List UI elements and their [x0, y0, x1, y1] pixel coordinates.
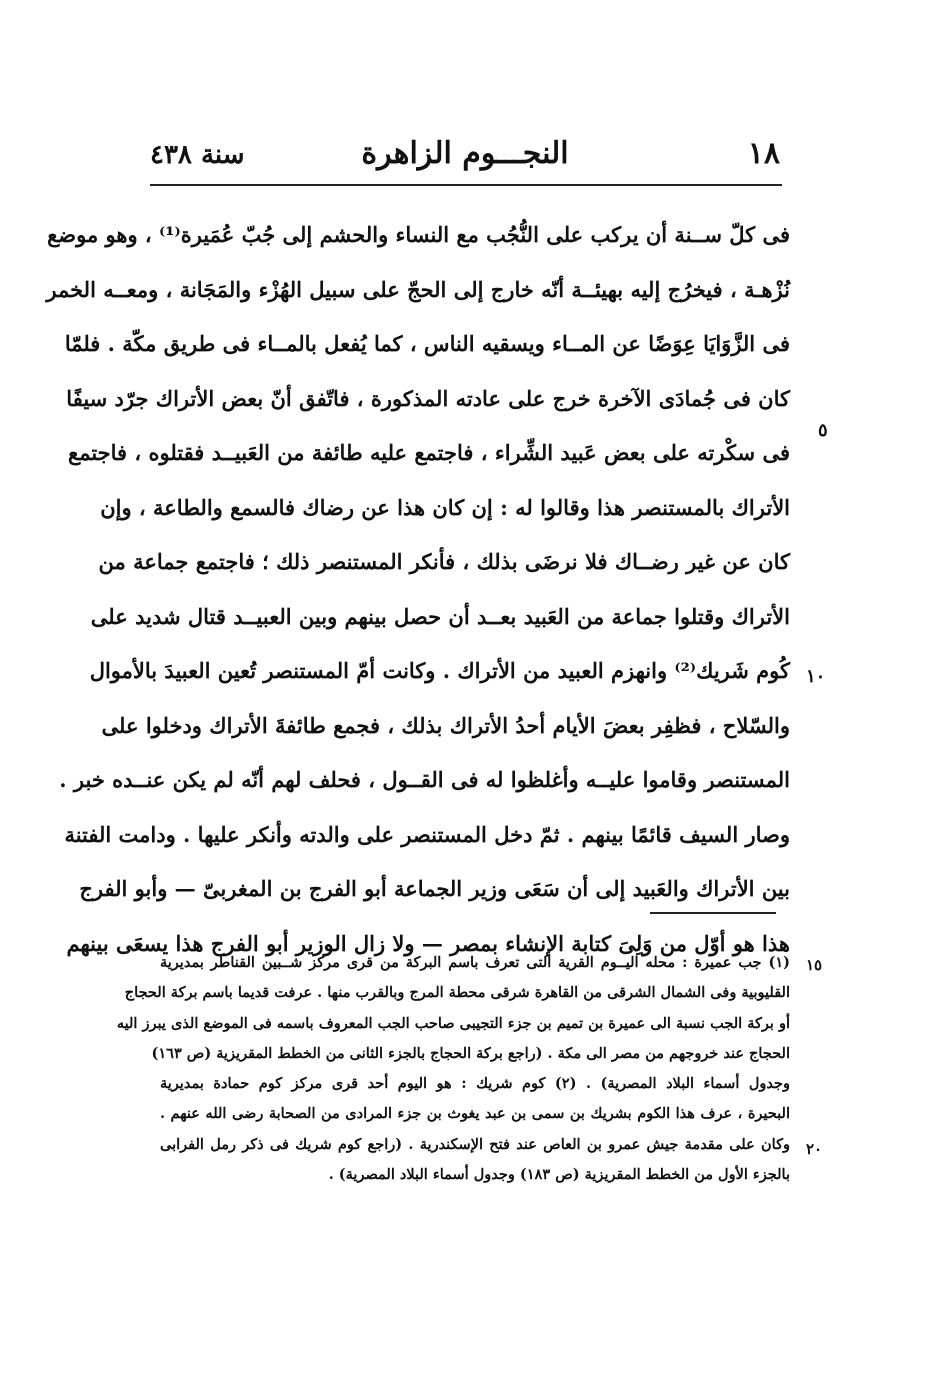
text-line: كان عن غير رضــاك فلا نرضَى بذلك ، فأنكر المستنصر ذلك ؛ فاجتمع جماعة من — [98, 549, 790, 574]
page-header — [150, 132, 780, 182]
text-line: الأتراك بالمستنصر هذا وقالوا له : إن كان هذا عن رضاك فالسمع والطاعة ، وإن — [100, 494, 790, 520]
footnote-line: بالجزء الأول من الخطط المقريزية (ص ١٨٣) وجدول أسماء البلاد المصرية) . — [328, 1166, 790, 1184]
footnote-line: البحيرة ، عرف هذا الكوم بشريك بن سمى بن عبد يغوث بن جزء المرادى من الصحابة رضى الله عنهم . — [160, 1105, 790, 1123]
footnote-line: أو بركة الجب نسبة الى عميرة بن تميم بن جزء التجيبى صاحب الجب المعروف باسمه فى الموضع الذى يبرز اليه — [116, 1014, 790, 1032]
header-rule — [150, 184, 782, 186]
footnote-line: القليوبية وفى الشمال الشرقى من القاهرة شرقى محطة المرج وبالقرب منها . عرفت قديما باسم بركة الحجاج — [124, 984, 790, 1002]
footnote-rule — [650, 912, 776, 914]
line-number-5: ٥ — [818, 420, 828, 441]
main-text — [46, 208, 790, 971]
text-line: كان فى جُمادَى الآخرة خرج على عادته المذكورة ، فاتّفق أنّ بعض الأتراك جرّد سيفًا — [66, 385, 790, 411]
footnotes — [116, 948, 790, 1190]
line-number-15: ١٥ — [806, 956, 823, 974]
text-line: المستنصر وقاموا عليــه وأغلظوا له فى القــول ، فحلف لهم أنّه لم يكن عنــده خبر . — [59, 767, 790, 792]
footnote-line: وجدول أسماء البلاد المصرية) . (٢) كوم شريك : هو اليوم أحد قرى مركز كوم حمادة بمديرية — [160, 1075, 790, 1093]
line-number-20: ٢٠ — [806, 1140, 823, 1158]
text-line: بين الأتراك والعَبيد إلى أن سَعَى وزير الجماعة أبو الفرج بن المغربىّ — وأبو الفرج — [79, 876, 790, 901]
running-title: النجـــوم الزاهرة — [361, 136, 569, 171]
text-line: هذا هو أوّل من وَلِىَ كتابة الإنشاء بمصر — ولا زال الوزير أبو الفرج هذا يسعَى بينهم — [66, 930, 790, 956]
text-line: وصار السيف قائمًا بينهم . ثمّ دخل المستنصر على والدته وأنكر عليها . ودامت الفتنة — [64, 821, 790, 847]
footnote-line: الحجاج عند خروجهم من مصر الى مكة . (راجع بركة الحجاج بالجزء الثانى من الخطط المقريزية (ص ١٦٣) — [151, 1044, 790, 1062]
year-label: سنة ٤٣٨ — [150, 140, 245, 170]
text-line: فى الزَّوَايَا عِوَضًا عن المــاء ويسقيه الناس ، كما يُفعل بالمــاء فى طريق مكّة . فلمّا — [64, 331, 790, 356]
line-number-10: ١٠ — [806, 666, 826, 687]
text-line: والسّلاح ، فظفِر بعضَ الأيام أحدُ الأتراك بذلك ، فجمع طائفةَ الأتراك ودخلوا على — [101, 712, 790, 738]
page-number: ١٨ — [747, 136, 780, 171]
text-line: كُوم شَريك⁽²⁾ وانهزم العبيد من الأتراك . وكانت أمّ المستنصر تُعين العبيدَ بالأموال — [89, 658, 790, 683]
text-line: فى كلّ ســنة أن يركب على النُّجُب مع النساء والحشم إلى جُبّ عُمَيرة⁽¹⁾ ، وهو موضع — [47, 222, 790, 247]
text-line: الأتراك وقتلوا جماعة من العَبيد بعــد أن حصل بينهم وبين العبيــد قتال شديد على — [90, 603, 790, 629]
footnote-line: (١) جب عميرة : محله اليــوم القرية التى تعرف باسم البركة من قرى مركز شــبين القناطر بمديرية — [160, 954, 790, 971]
footnote-line: وكان على مقدمة جيش عمرو بن العاص عند فتح الإسكندرية . (راجع كوم شريك فى ذكر رمل الفرابى — [160, 1135, 790, 1153]
text-line: نُزْهـة ، فيخرُج إليه بهيئــة أنّه خارج إلى الحجّ على سبيل الهُزْء والمَجَانة ، ومعــه الخمر — [46, 276, 790, 302]
text-line: فى سكْرته على بعض عَبيد الشِّراء ، فاجتمع عليه طائفة من العَبيــد فقتلوه ، فاجتمع — [68, 440, 790, 465]
